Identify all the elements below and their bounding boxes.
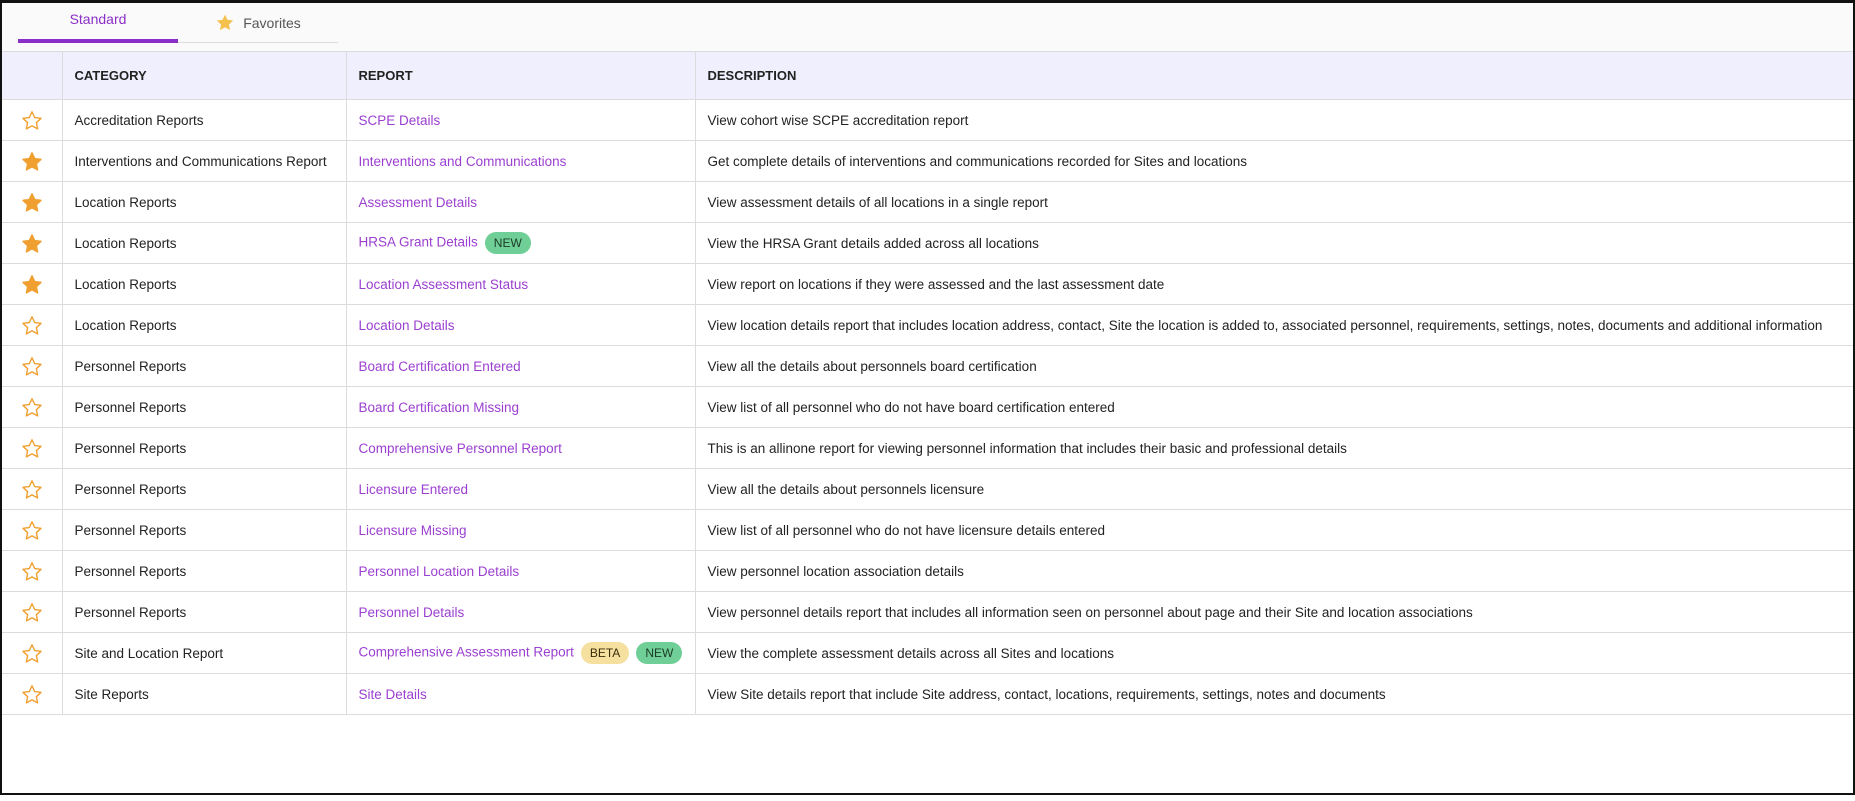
table-row — [2, 264, 1853, 305]
favorite-cell — [2, 674, 62, 715]
report-link[interactable]: HRSA Grant Details — [358, 234, 478, 250]
category-cell: Location Reports — [62, 182, 346, 223]
category-cell: Interventions and Communications Report — [62, 141, 346, 182]
category-cell: Personnel Reports — [62, 551, 346, 592]
table-row — [2, 633, 1853, 674]
category-cell: Accreditation Reports — [62, 100, 346, 141]
category-cell: Site Reports — [62, 674, 346, 715]
reports-table-wrap — [2, 51, 1853, 715]
favorite-cell — [2, 264, 62, 305]
favorite-cell — [2, 346, 62, 387]
description-cell: Get complete details of interventions and communications recorded for Sites and locations — [695, 141, 1853, 182]
table-header-row — [2, 52, 1853, 100]
favorite-cell — [2, 305, 62, 346]
table-row — [2, 387, 1853, 428]
star-outline-icon[interactable] — [21, 520, 43, 541]
report-cell — [346, 592, 695, 633]
report-link[interactable]: SCPE Details — [358, 112, 441, 128]
category-cell: Site and Location Report — [62, 633, 346, 674]
report-cell — [346, 223, 695, 264]
tabs-bar — [2, 3, 1853, 51]
category-cell: Personnel Reports — [62, 469, 346, 510]
tab-favorites-label: Favorites — [243, 14, 301, 31]
description-cell: View report on locations if they were assessed and the last assessment date — [695, 264, 1853, 305]
report-link[interactable]: Location Details — [358, 317, 455, 333]
table-row — [2, 674, 1853, 715]
category-cell: Personnel Reports — [62, 346, 346, 387]
favorite-cell — [2, 387, 62, 428]
table-row — [2, 305, 1853, 346]
description-cell: View list of all personnel who do not have licensure details entered — [695, 510, 1853, 551]
table-row — [2, 428, 1853, 469]
report-cell — [346, 469, 695, 510]
description-cell: View list of all personnel who do not have board certification entered — [695, 387, 1853, 428]
favorite-cell — [2, 223, 62, 264]
favorite-cell — [2, 428, 62, 469]
tab-favorites[interactable] — [178, 3, 338, 43]
report-link[interactable]: Assessment Details — [358, 194, 478, 210]
star-outline-icon[interactable] — [21, 438, 43, 459]
report-cell — [346, 633, 695, 674]
star-outline-icon[interactable] — [21, 561, 43, 582]
star-outline-icon[interactable] — [21, 602, 43, 623]
new-badge: NEW — [485, 232, 531, 254]
report-link[interactable]: Location Assessment Status — [358, 276, 529, 292]
report-cell — [346, 305, 695, 346]
report-cell — [346, 551, 695, 592]
star-filled-icon[interactable] — [21, 192, 43, 213]
category-cell: Location Reports — [62, 305, 346, 346]
favorite-cell — [2, 182, 62, 223]
report-cell — [346, 264, 695, 305]
new-badge: NEW — [636, 642, 682, 664]
table-row — [2, 592, 1853, 633]
category-cell: Personnel Reports — [62, 592, 346, 633]
star-outline-icon[interactable] — [21, 356, 43, 377]
tab-standard-label: Standard — [69, 11, 127, 27]
report-cell — [346, 182, 695, 223]
table-row — [2, 551, 1853, 592]
column-header-favorite — [2, 52, 62, 100]
description-cell: View the HRSA Grant details added across all locations — [695, 223, 1853, 264]
category-cell: Personnel Reports — [62, 510, 346, 551]
category-cell: Personnel Reports — [62, 428, 346, 469]
favorite-cell — [2, 551, 62, 592]
description-cell: View the complete assessment details across all Sites and locations — [695, 633, 1853, 674]
column-header-report[interactable]: REPORT — [346, 52, 695, 100]
report-cell — [346, 428, 695, 469]
description-cell: View Site details report that include Site address, contact, locations, requirements, settings, notes and documents — [695, 674, 1853, 715]
favorite-cell — [2, 141, 62, 182]
table-row — [2, 100, 1853, 141]
table-row — [2, 223, 1853, 264]
table-row — [2, 141, 1853, 182]
beta-badge: BETA — [581, 642, 629, 664]
star-outline-icon[interactable] — [21, 110, 43, 131]
description-cell: This is an allinone report for viewing personnel information that includes their basic and professional details — [695, 428, 1853, 469]
table-row — [2, 469, 1853, 510]
report-link[interactable]: Comprehensive Assessment Report — [358, 644, 574, 660]
favorite-cell — [2, 633, 62, 674]
category-cell: Personnel Reports — [62, 387, 346, 428]
favorite-cell — [2, 510, 62, 551]
table-row — [2, 346, 1853, 387]
star-outline-icon[interactable] — [21, 643, 43, 664]
report-cell — [346, 141, 695, 182]
report-cell — [346, 674, 695, 715]
category-cell: Location Reports — [62, 264, 346, 305]
report-link[interactable]: Personnel Details — [358, 604, 465, 620]
report-link[interactable]: Licensure Missing — [358, 522, 467, 538]
report-cell — [346, 387, 695, 428]
report-link[interactable]: Personnel Location Details — [358, 563, 520, 579]
star-filled-icon[interactable] — [21, 151, 43, 172]
report-link[interactable]: Board Certification Missing — [358, 399, 520, 415]
report-cell — [346, 100, 695, 141]
reports-table — [2, 51, 1853, 715]
column-header-description[interactable]: DESCRIPTION — [695, 52, 1853, 100]
favorite-cell — [2, 592, 62, 633]
star-outline-icon[interactable] — [21, 479, 43, 500]
table-body — [2, 100, 1853, 715]
table-row — [2, 182, 1853, 223]
star-outline-icon[interactable] — [21, 684, 43, 705]
description-cell: View location details report that includes location address, contact, Site the location is added to, associated personnel, requirements, settings, notes, documents and additional information — [695, 305, 1853, 346]
star-filled-icon[interactable] — [21, 274, 43, 295]
report-link[interactable]: Comprehensive Personnel Report — [358, 440, 562, 456]
column-header-category[interactable]: CATEGORY — [62, 52, 346, 100]
star-outline-icon[interactable] — [21, 397, 43, 418]
description-cell: View all the details about personnels licensure — [695, 469, 1853, 510]
report-cell — [346, 510, 695, 551]
category-cell: Location Reports — [62, 223, 346, 264]
star-filled-icon[interactable] — [21, 233, 43, 254]
favorite-cell — [2, 100, 62, 141]
favorite-cell — [2, 469, 62, 510]
report-link[interactable]: Interventions and Communications — [358, 153, 567, 169]
report-link[interactable]: Board Certification Entered — [358, 358, 521, 374]
star-icon — [215, 13, 235, 32]
report-cell — [346, 346, 695, 387]
report-link[interactable]: Licensure Entered — [358, 481, 469, 497]
description-cell: View assessment details of all locations in a single report — [695, 182, 1853, 223]
tab-standard[interactable] — [18, 3, 178, 43]
description-cell: View personnel location association details — [695, 551, 1853, 592]
table-row — [2, 510, 1853, 551]
description-cell: View personnel details report that includes all information seen on personnel about page and their Site and location associations — [695, 592, 1853, 633]
star-outline-icon[interactable] — [21, 315, 43, 336]
description-cell: View all the details about personnels board certification — [695, 346, 1853, 387]
description-cell: View cohort wise SCPE accreditation report — [695, 100, 1853, 141]
report-link[interactable]: Site Details — [358, 686, 427, 702]
